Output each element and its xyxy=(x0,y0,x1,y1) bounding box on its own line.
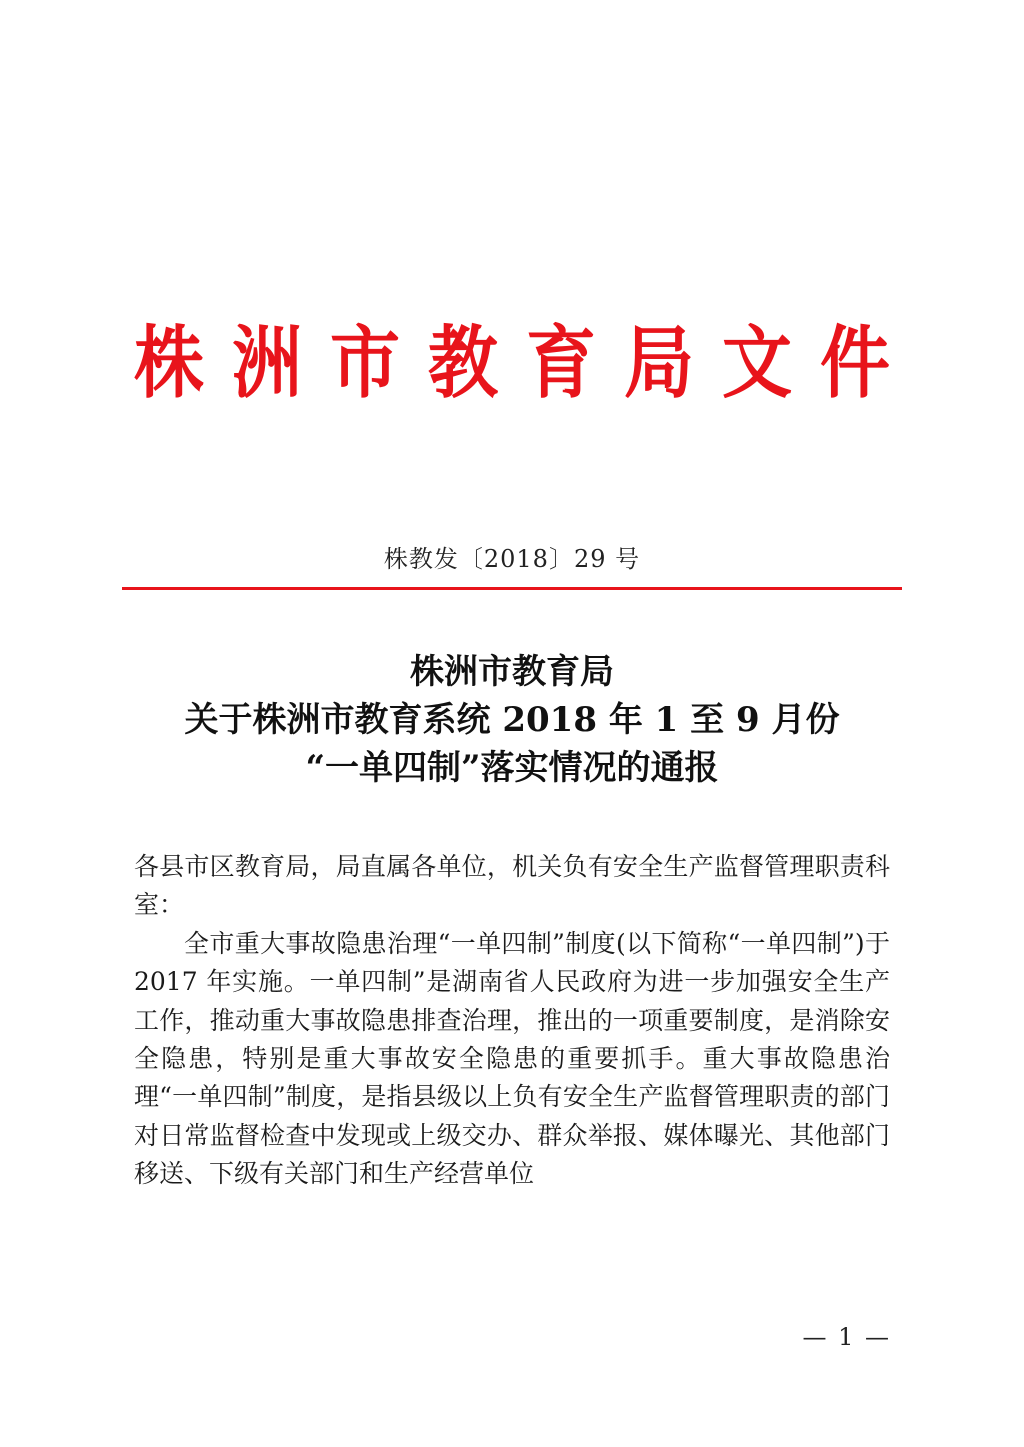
document-number: 株教发〔2018〕29 号 xyxy=(383,545,641,573)
document-body xyxy=(134,848,890,1194)
red-divider-line xyxy=(122,587,902,590)
page-number: — 1 — xyxy=(802,1323,891,1351)
document-masthead: 株洲市教育局文件 xyxy=(134,317,918,409)
title-line-1: 株洲市教育局 xyxy=(410,652,614,692)
body-paragraph: 全市重大事故隐患治理“一单四制”制度(以下简称“一单四制”)于 2017 年实施。一单四制”是湖南省人民政府为进一步加强安全生产工作，推动重大事故隐患排查治理，推出的一项重要制度，是消除安全隐患，特别是重大事故安全隐患的重要抓手。重大事故隐患治理“一单四制”制度，是指县级以上负有安全生产监督管理职责的部门对日常监督检查中发现或上级交办、群众举报、媒体曝光、其他部门移送、下级有关部门和生产经营单位 xyxy=(134,928,890,1189)
title-line-3: “一单四制”落实情况的通报 xyxy=(305,748,719,788)
document-title xyxy=(0,648,1024,792)
salutation: 各县市区教育局，局直属各单位，机关负有安全生产监督管理职责科室： xyxy=(134,852,890,920)
title-line-2: 关于株洲市教育系统 2018 年 1 至 9 月份 xyxy=(184,700,840,740)
